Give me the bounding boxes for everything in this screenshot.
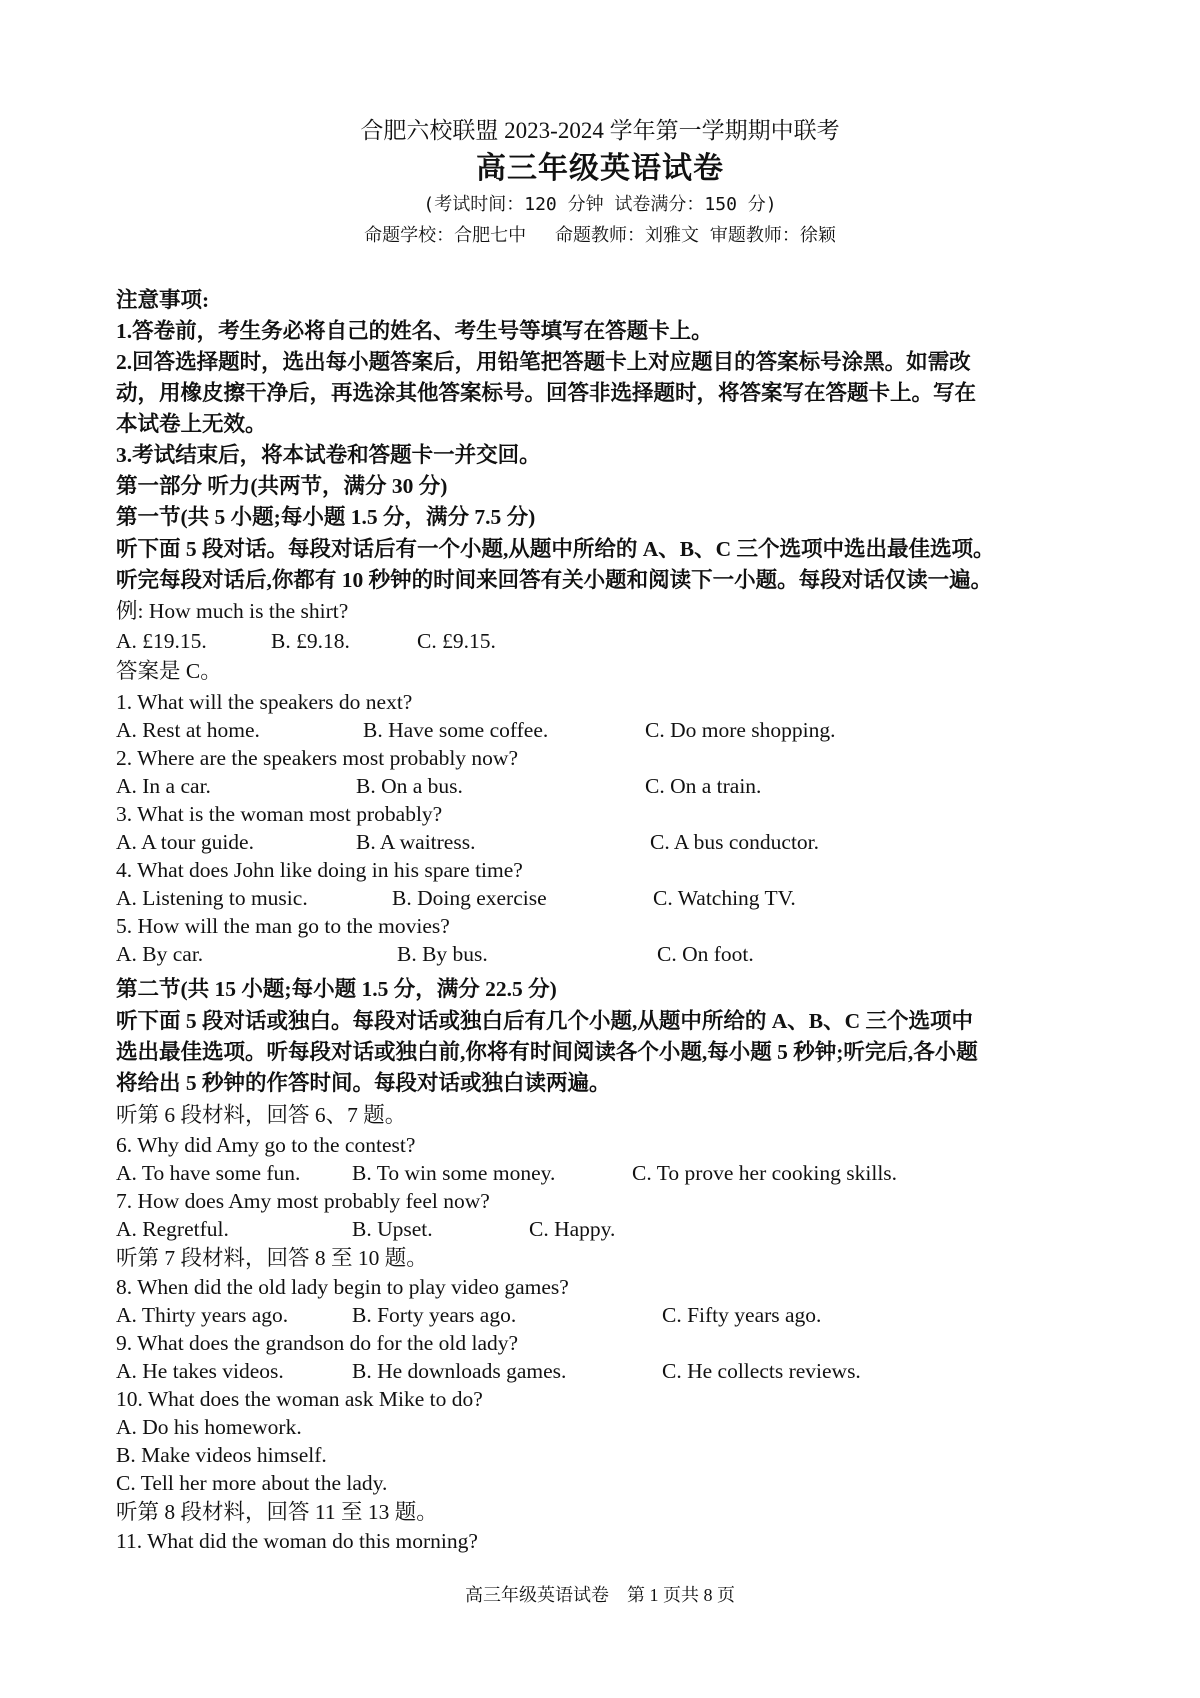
question: 9. What does the grandson do for the old lady? (116, 1331, 519, 1355)
question: 6. Why did Amy go to the contest? (116, 1133, 416, 1157)
notes-heading: 注意事项: (116, 288, 210, 312)
option-c: C. Happy. (529, 1217, 616, 1241)
option-c: C. To prove her cooking skills. (632, 1161, 898, 1185)
part1-heading: 第一部分 听力(共两节，满分 30 分) (116, 474, 448, 498)
example-option-b: B. £9.18. (271, 629, 350, 653)
option-a: A. By car. (116, 942, 204, 966)
option-a: A. A tour guide. (116, 830, 254, 854)
question: 2. Where are the speakers most probably now? (116, 746, 518, 770)
section1-heading: 第一节(共 5 小题;每小题 1.5 分，满分 7.5 分) (116, 505, 536, 529)
example-option-a: A. £19.15. (116, 629, 207, 653)
option-a: A. Regretful. (116, 1217, 229, 1241)
option-a: A. Thirty years ago. (116, 1303, 289, 1327)
question: 11. What did the woman do this morning? (116, 1529, 478, 1553)
section2-instruction-2: 选出最佳选项。听每段对话或独白前,你将有时间阅读各个小题,每小题 5 秒钟;听完后,各小题 (116, 1040, 978, 1064)
section2-heading: 第二节(共 15 小题;每小题 1.5 分，满分 22.5 分) (116, 977, 557, 1001)
option-b: B. He downloads games. (352, 1359, 567, 1383)
option-b: B. By bus. (397, 942, 488, 966)
option-b: B. Upset. (352, 1217, 433, 1241)
option-a: A. In a car. (116, 774, 211, 798)
note-2-line-3: 本试卷上无效。 (116, 412, 267, 436)
option-a: A. He takes videos. (116, 1359, 284, 1383)
option-b: B. Have some coffee. (363, 718, 549, 742)
note-3: 3.考试结束后，将本试卷和答题卡一并交回。 (116, 443, 541, 467)
question: 8. When did the old lady begin to play video games? (116, 1275, 569, 1299)
option-b: B. On a bus. (356, 774, 463, 798)
option-c: C. On a train. (645, 774, 762, 798)
exam-series-line: 合肥六校联盟 2023-2024 学年第一学期期中联考 (360, 118, 840, 143)
exam-title: 高三年级英语试卷 (476, 152, 724, 185)
note-1: 1.答卷前，考生务必将自己的姓名、考生号等填写在答题卡上。 (116, 319, 713, 343)
question: 7. How does Amy most probably feel now? (116, 1189, 490, 1213)
option-a: A. Listening to music. (116, 886, 308, 910)
section1-instruction-1: 听下面 5 段对话。每段对话后有一个小题,从题中所给的 A、B、C 三个选项中选出最佳选项。 (116, 537, 995, 561)
option-a: A. Rest at home. (116, 718, 260, 742)
section2-instruction-3: 将给出 5 秒钟的作答时间。每段对话或独白读两遍。 (116, 1071, 611, 1095)
option-b: B. To win some money. (352, 1161, 556, 1185)
option-c: C. Tell her more about the lady. (116, 1471, 388, 1495)
page-footer: 高三年级英语试卷 第 1 页共 8 页 (465, 1585, 735, 1605)
material-6-label: 听第 6 段材料，回答 6、7 题。 (116, 1103, 407, 1127)
option-b: B. Forty years ago. (352, 1303, 517, 1327)
option-a: A. To have some fun. (116, 1161, 301, 1185)
question: 5. How will the man go to the movies? (116, 914, 450, 938)
option-c: C. Do more shopping. (645, 718, 836, 742)
option-b: B. Doing exercise (392, 886, 547, 910)
note-2-line-1: 2.回答选择题时，选出每小题答案后，用铅笔把答题卡上对应题目的答案标号涂黑。如需改 (116, 350, 971, 374)
material-7-label: 听第 7 段材料，回答 8 至 10 题。 (116, 1246, 428, 1270)
example-option-c: C. £9.15. (417, 629, 496, 653)
section1-instruction-2: 听完每段对话后,你都有 10 秒钟的时间来回答有关小题和阅读下一小题。每段对话仅读一遍。 (116, 568, 993, 592)
option-a: A. Do his homework. (116, 1415, 302, 1439)
example-answer: 答案是 C。 (116, 659, 222, 683)
question: 4. What does John like doing in his spare time? (116, 858, 523, 882)
question: 10. What does the woman ask Mike to do? (116, 1387, 483, 1411)
option-c: C. He collects reviews. (662, 1359, 861, 1383)
question: 3. What is the woman most probably? (116, 802, 443, 826)
option-b: B. A waitress. (356, 830, 476, 854)
example-question: 例: How much is the shirt? (116, 599, 349, 623)
option-c: C. On foot. (657, 942, 754, 966)
exam-authors: 命题学校：合肥七中 命题教师：刘雅文 审题教师：徐颖 (364, 225, 836, 246)
option-c: C. Fifty years ago. (662, 1303, 822, 1327)
material-8-label: 听第 8 段材料，回答 11 至 13 题。 (116, 1500, 438, 1524)
question: 1. What will the speakers do next? (116, 690, 413, 714)
option-c: C. Watching TV. (653, 886, 796, 910)
section2-instruction-1: 听下面 5 段对话或独白。每段对话或独白后有几个小题,从题中所给的 A、B、C 三个选项中 (116, 1009, 974, 1033)
exam-info: (考试时间：120 分钟 试卷满分：150 分) (423, 194, 777, 215)
option-b: B. Make videos himself. (116, 1443, 327, 1467)
note-2-line-2: 动，用橡皮擦干净后，再选涂其他答案标号。回答非选择题时，将答案写在答题卡上。写在 (116, 381, 977, 405)
option-c: C. A bus conductor. (650, 830, 820, 854)
